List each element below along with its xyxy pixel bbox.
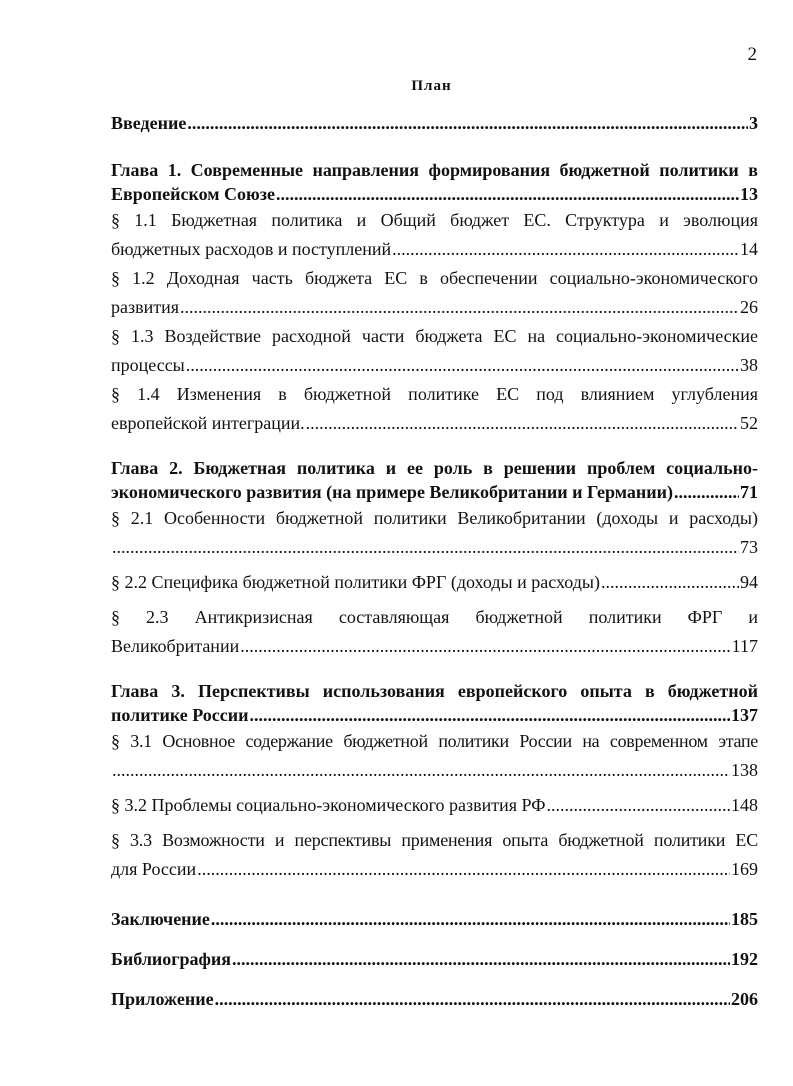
toc-label: Приложение <box>111 989 214 1009</box>
toc-page-number: 169 <box>731 859 758 879</box>
toc-label: процессы <box>111 355 185 375</box>
toc-page-number: 3 <box>749 113 758 133</box>
dot-leader <box>392 235 739 264</box>
table-of-contents <box>111 110 758 1012</box>
section-1-2 <box>111 264 758 322</box>
toc-label: Введение <box>111 113 187 133</box>
section-3-3 <box>111 826 758 884</box>
section-title-end <box>111 409 758 438</box>
toc-page-number: 206 <box>731 989 758 1009</box>
section-title: § 2.1 Особенности бюджетной политики Великобритании (доходы и расходы) <box>111 508 758 528</box>
toc-page-number: 52 <box>740 413 758 433</box>
chapter-title-end <box>111 480 758 504</box>
document-title: План <box>411 78 452 94</box>
toc-label: § 3.2 Проблемы социально-экономического развития РФ <box>111 795 546 815</box>
chapter-title: Глава 2. Бюджетная политика и ее роль в решении проблем социально- <box>111 458 758 478</box>
section-title-end <box>111 632 758 661</box>
section-1-3 <box>111 322 758 380</box>
section-title-end <box>111 235 758 264</box>
toc-entry-intro <box>111 110 758 136</box>
toc-label: для России <box>111 859 197 879</box>
toc-label: § 2.2 Специфика бюджетной политики ФРГ (доходы и расходы) <box>111 572 601 592</box>
toc-page-number: 38 <box>740 355 758 375</box>
chapter-title-end <box>111 703 758 727</box>
section-title: § 1.1 Бюджетная политика и Общий бюджет ЕС. Структура и эволюция <box>111 210 758 230</box>
dot-leader <box>601 568 739 597</box>
toc-page-number: 26 <box>740 297 758 317</box>
toc-label: Великобритании <box>111 636 240 656</box>
dot-leader <box>211 906 730 932</box>
dot-leader <box>240 632 730 661</box>
section-title-end <box>111 756 758 785</box>
dot-leader <box>250 703 731 727</box>
dot-leader <box>232 946 730 972</box>
toc-entry-appendix <box>111 986 758 1012</box>
dot-leader <box>197 855 730 884</box>
section-3-2 <box>111 791 758 820</box>
toc-page-number: 138 <box>731 760 758 780</box>
dot-leader <box>187 110 748 136</box>
section-title: § 3.1 Основное содержание бюджетной политики России на современном этапе <box>111 731 758 751</box>
section-title-end <box>111 855 758 884</box>
dot-leader <box>276 182 739 206</box>
toc-page-number: 148 <box>731 795 758 815</box>
toc-entry-bibliography <box>111 946 758 972</box>
chapter-title-end <box>111 182 758 206</box>
chapter-3 <box>111 679 758 727</box>
toc-label: Европейском Союзе <box>111 184 275 204</box>
section-2-3 <box>111 603 758 661</box>
chapter-2 <box>111 456 758 504</box>
toc-page-number: 13 <box>740 184 758 204</box>
section-title-end <box>111 351 758 380</box>
dot-leader <box>180 293 739 322</box>
section-title: § 3.3 Возможности и перспективы применения опыта бюджетной политики ЕС <box>111 830 758 850</box>
toc-page-number: 185 <box>731 909 758 929</box>
toc-label: Библиография <box>111 949 232 969</box>
dot-leader <box>112 533 739 562</box>
toc-label: европейской интеграции. <box>111 413 305 433</box>
section-title-end <box>111 791 758 820</box>
dot-leader <box>546 791 730 820</box>
toc-label: экономического развития (на примере Великобритании и Германии) <box>111 482 674 502</box>
section-title: § 1.2 Доходная часть бюджета ЕС в обеспечении социально-экономического <box>111 268 758 288</box>
section-2-1 <box>111 504 758 562</box>
toc-entry-conclusion <box>111 906 758 932</box>
section-1-1 <box>111 206 758 264</box>
chapter-title: Глава 1. Современные направления формирования бюджетной политики в <box>111 160 758 180</box>
page-number: 2 <box>747 44 757 65</box>
toc-page-number: 137 <box>731 705 758 725</box>
toc-label: Заключение <box>111 909 210 929</box>
section-title: § 1.4 Изменения в бюджетной политике ЕС под влиянием углубления <box>111 384 758 404</box>
section-title-end <box>111 568 758 597</box>
toc-page-number: 192 <box>731 949 758 969</box>
toc-page-number: 71 <box>740 482 758 502</box>
dot-leader <box>215 986 730 1012</box>
section-title-end <box>111 293 758 322</box>
section-3-1 <box>111 727 758 785</box>
section-1-4 <box>111 380 758 438</box>
toc-label: политике России <box>111 705 249 725</box>
section-title: § 2.3 Антикризисная составляющая бюджетной политики ФРГ и <box>111 607 758 627</box>
toc-page-number: 14 <box>740 239 758 259</box>
toc-label: бюджетных расходов и поступлений <box>111 239 392 259</box>
toc-page-number: 73 <box>740 537 758 557</box>
dot-leader <box>674 480 739 504</box>
dot-leader <box>186 351 739 380</box>
section-title: § 1.3 Воздействие расходной части бюджета ЕС на социально-экономические <box>111 326 758 346</box>
chapter-1 <box>111 158 758 206</box>
toc-page-number: 117 <box>731 636 758 656</box>
section-title-end <box>111 533 758 562</box>
toc-label: развития <box>111 297 180 317</box>
toc-page-number: 94 <box>740 572 758 592</box>
dot-leader <box>306 409 739 438</box>
dot-leader <box>112 756 730 785</box>
section-2-2 <box>111 568 758 597</box>
chapter-title: Глава 3. Перспективы использования европейского опыта в бюджетной <box>111 681 758 701</box>
